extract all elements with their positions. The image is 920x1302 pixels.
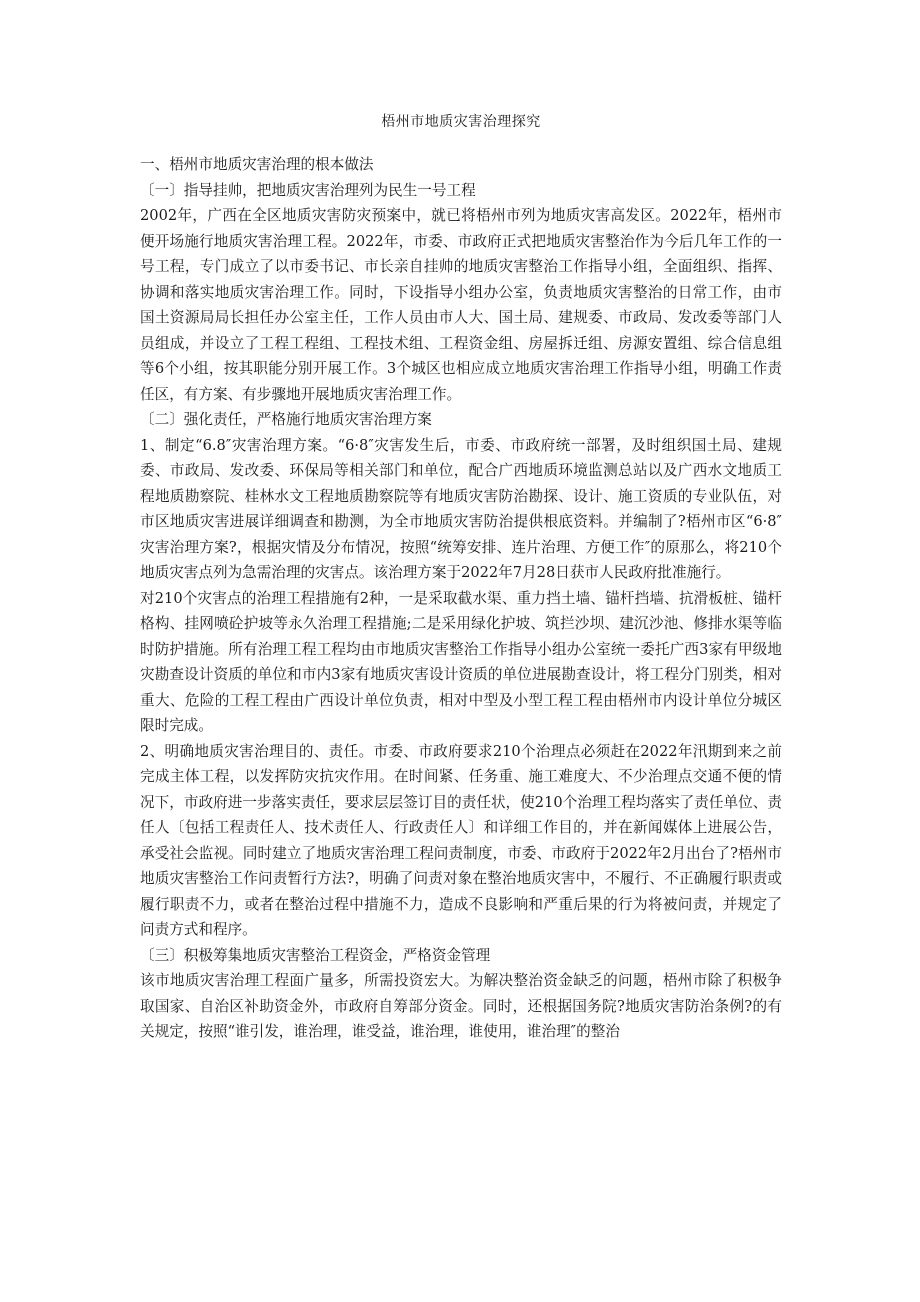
section-heading-1: 一、梧州市地质灾害治理的根本做法 <box>140 156 374 173</box>
body-paragraph: 该市地质灾害治理工程面广量多，所需投资宏大。为解决整治资金缺乏的问题，梧州市除了积极争取国家、自治区补助资金外，市政府自筹部分资金。同时，还根据国务院?地质灾害防治条例?的有关规定，按照“谁引发，谁治理，谁受益，谁治理，谁使用，谁治理″的整治 <box>140 972 782 1040</box>
body-paragraph: 2002年，广西在全区地质灾害防灾预案中，就已将梧州市列为地质灾害高发区。2022年，梧州市便开场施行地质灾害治理工程。2022年，市委、市政府正式把地质灾害整治作为今后几年工作的一号工程，专门成立了以市委书记、市长亲自挂帅的地质灾害整治工作指导小组，全面组织、指挥、协调和落实地质灾害治理工作。同时，下设指导小组办公室，负责地质灾害整治的日常工作，由市国土资源局局长担任办公室主任，工作人员由市人大、国土局、建规委、市政局、发改委等部门人员组成，并设立了工程工程组、工程技术组、工程资金组、房屋拆迁组、房源安置组、综合信息组等6个小组，按其职能分别开展工作。3个城区也相应成立地质灾害治理工作指导小组，明确工作责任区，有方案、有步骤地开展地质灾害治理工作。 <box>140 207 782 403</box>
document-title: 梧州市地质灾害治理探究 <box>381 114 541 130</box>
body-paragraph: 2、明确地质灾害治理目的、责任。市委、市政府要求210个治理点必须赶在2022年汛期到来之前完成主体工程，以发挥防灾抗灾作用。在时间紧、任务重、施工难度大、不少治理点交通不便的情况下，市政府进一步落实责任，要求层层签订目的责任状，使210个治理工程均落实了责任单位、责任人〔包括工程责任人、技术责任人、行政责任人〕和详细工作目的，并在新闻媒体上进展公告，承受社会监视。同时建立了地质灾害治理工程问责制度，市委、市政府于2022年2月出台了?梧州市地质灾害整治工作问责暂行方法?，明确了问责对象在整治地质灾害中，不履行、不正确履行职责或履行职责不力，或者在整治过程中措施不力，造成不良影响和严重后果的行为将被问责，并规定了问责方式和程序。 <box>140 742 782 938</box>
document-page <box>140 112 782 1045</box>
subsection-heading-2: 〔二〕强化责任，严格施行地质灾害治理方案 <box>140 411 432 428</box>
body-paragraph: 对210个灾害点的治理工程措施有2种，一是采取截水渠、重力挡土墙、锚杆挡墙、抗滑板桩、锚杆格构、挂网喷砼护坡等永久治理工程措施;二是采用绿化护坡、筑拦沙坝、建沉沙池、修排水渠等临时防护措施。所有治理工程工程均由市地质灾害整治工作指导小组办公室统一委托广西3家有甲级地灾勘查设计资质的单位和市内3家有地质灾害设计资质的单位进展勘查设计，将工程分门别类，相对重大、危险的工程工程由广西设计单位负责，相对中型及小型工程工程由梧州市内设计单位分城区限时完成。 <box>140 589 782 734</box>
body-paragraph: 1、制定“6.8″灾害治理方案。“6·8″灾害发生后，市委、市政府统一部署，及时组织国土局、建规委、市政局、发改委、环保局等相关部门和单位，配合广西地质环境监测总站以及广西水文地质工程地质勘察院、桂林水文工程地质勘察院等有地质灾害防治勘探、设计、施工资质的专业队伍，对市区地质灾害进展详细调查和勘测，为全市地质灾害防治提供根底资料。并编制了?梧州市区“6·8″灾害治理方案?，根据灾情及分布情况，按照“统筹安排、连片治理、方便工作″的原那么，将210个地质灾害点列为急需治理的灾害点。该治理方案于2022年7月28日获市人民政府批准施行。 <box>140 436 782 581</box>
subsection-heading-1: 〔一〕指导挂帅，把地质灾害治理列为民生一号工程 <box>140 181 476 199</box>
subsection-heading-3: 〔三〕积极筹集地质灾害整治工程资金，严格资金管理 <box>140 946 491 964</box>
